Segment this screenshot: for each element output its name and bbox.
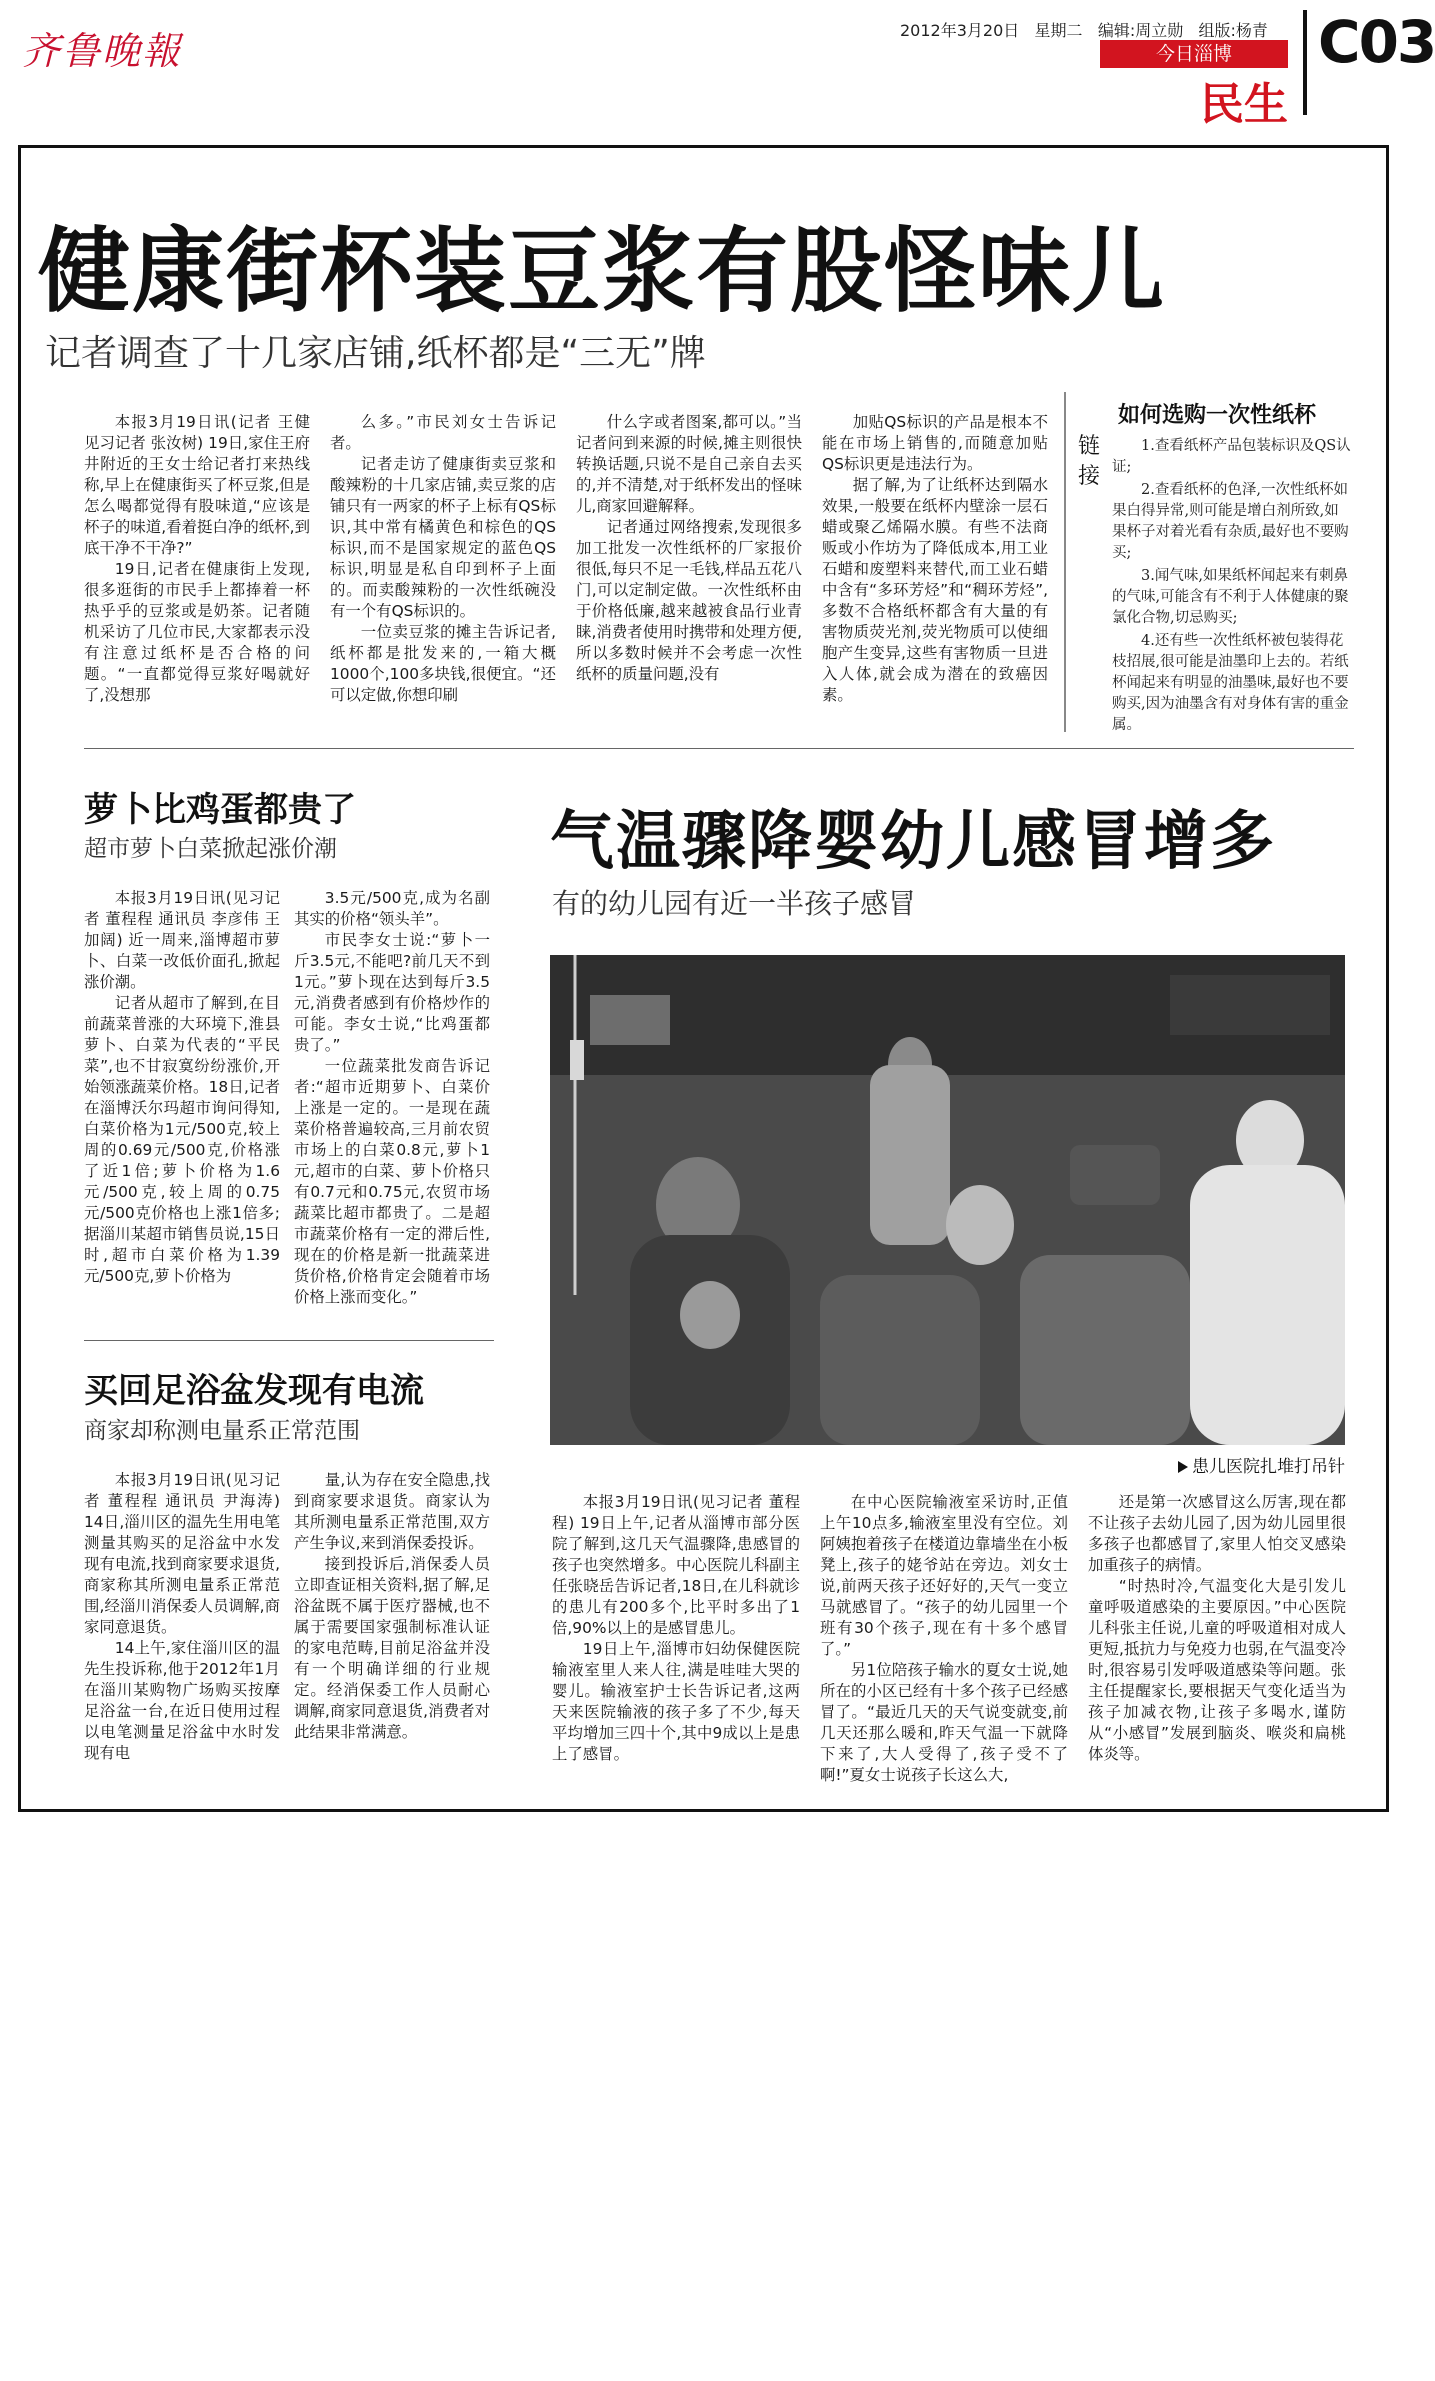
story1-column-2	[330, 412, 556, 706]
section-name: 民生	[1200, 79, 1288, 130]
paragraph: 什么字或者图案,都可以。”当记者问到来源的时候,摊主则很快转换话题,只说不是自己亲自去买的,并不清楚,对于纸杯发出的怪味儿,商家回避解释。	[576, 413, 802, 515]
story3-column-3	[1088, 1492, 1346, 1765]
story2-subheadline: 超市萝卜白菜掀起涨价潮	[84, 836, 337, 862]
sidebar-item: 2.查看纸杯的色泽,一次性纸杯如果白得异常,则可能是增白剂所致,如果杯子对着光看有杂质,最好也不要购买;	[1112, 482, 1349, 561]
paragraph: 3.5元/500克,成为名副其实的价格“领头羊”。	[294, 889, 490, 928]
paragraph: 记者走访了健康街卖豆浆和酸辣粉的十几家店铺,卖豆浆的店铺只有一两家的杯子上标有QS标识,其中常有橘黄色和棕色的QS标识,而不是国家规定的蓝色QS标识,明显是私自印到杯子上面的。而卖酸辣粉的一次性纸碗没有一个有QS标识的。	[330, 455, 556, 620]
story1-column-4	[822, 412, 1048, 706]
caption-arrow-icon	[1178, 1461, 1188, 1473]
paragraph: 一位卖豆浆的摊主告诉记者,纸杯都是批发来的,一箱大概1000个,100多块钱,很便宜。“还可以定做,你想印刷	[330, 623, 556, 704]
story-separator	[84, 748, 1354, 749]
paragraph: 加贴QS标识的产品是根本不能在市场上销售的,而随意加贴QS标识更是违法行为。	[822, 413, 1048, 473]
story3-column-1	[552, 1492, 800, 1765]
photo-caption-text: 患儿医院扎堆打吊针	[1192, 1457, 1345, 1477]
paragraph: 接到投诉后,消保委人员立即查证相关资料,据了解,足浴盆既不属于医疗器械,也不属于需要国家强制标准认证的家电范畴,目前足浴盆并没有一个明确详细的行业规定。经消保委工作人员耐心调解,商家同意退货,消费者对此结果非常满意。	[294, 1555, 490, 1741]
sidebar-divider	[1064, 392, 1066, 732]
paragraph: 19日,记者在健康街上发现,很多逛街的市民手上都捧着一杯热乎乎的豆浆或是奶茶。记者随机采访了几位市民,大家都表示没有注意过纸杯是否合格的问题。“一直都觉得豆浆好喝就好了,没想那	[84, 560, 310, 704]
newspaper-logo: 齐鲁晚報	[22, 29, 183, 73]
story4-headline: 买回足浴盆发现有电流	[84, 1371, 424, 1411]
story4-column-1	[84, 1470, 280, 1764]
paragraph: 么多。”市民刘女士告诉记者。	[330, 413, 556, 452]
sidebar-item: 1.查看纸杯产品包装标识及QS认证;	[1112, 438, 1351, 475]
story4-subheadline: 商家却称测电量系正常范围	[84, 1418, 360, 1444]
photo-illustration	[550, 955, 1345, 1445]
story1-column-3	[576, 412, 802, 685]
paragraph: 14上午,家住淄川区的温先生投诉称,他于2012年1月在淄川某购物广场购买按摩足浴盆一台,在近日使用过程以电笔测量足浴盆中水时发现有电	[84, 1639, 280, 1762]
story2-column-1	[84, 888, 280, 1287]
story3-subheadline: 有的幼儿园有近一半孩子感冒	[552, 887, 917, 920]
issue-weekday: 星期二	[1034, 21, 1083, 40]
hospital-photo	[550, 955, 1345, 1445]
paragraph: 记者从超市了解到,在目前蔬菜普涨的大环境下,淮县萝卜、白菜为代表的“平民菜”,也不甘寂寞纷纷涨价,开始领涨蔬菜价格。18日,记者在淄博沃尔玛超市询问得知,白菜价格为1元/500克,较上周的0.69元/500克,价格涨了近1倍;萝卜价格为1.6元/500克,较上周的0.75元/500克价格也上涨1倍多;据淄川某超市销售员说,15日时,超市白菜价格为1.39元/500克,萝卜价格为	[84, 994, 280, 1285]
story1-headline: 健康街杯装豆浆有股怪味儿	[38, 218, 1167, 325]
story2-headline: 萝卜比鸡蛋都贵了	[84, 790, 356, 830]
sidebar-title: 如何选购一次性纸杯	[1118, 403, 1317, 428]
story1-subheadline: 记者调查了十几家店铺,纸杯都是“三无”牌	[45, 333, 706, 374]
story-separator	[84, 1340, 494, 1341]
paragraph: 记者通过网络搜索,发现很多加工批发一次性纸杯的厂家报价很低,每只不足一毛钱,样品五花八门,可以定制定做。一次性纸杯由于价格低廉,越来越被食品行业青睐,消费者使用时携带和处理方便,所以多数时候并不会考虑一次性纸杯的质量问题,没有	[576, 518, 802, 683]
paragraph: 还是第一次感冒这么厉害,现在都不让孩子去幼儿园了,因为幼儿园里很多孩子也都感冒了,家里人怕交叉感染加重孩子的病情。	[1088, 1493, 1346, 1574]
photo-caption	[1178, 1452, 1345, 1477]
paragraph: 另1位陪孩子输水的夏女士说,她所在的小区已经有十多个孩子已经感冒了。“最近几天的天气说变就变,前几天还那么暖和,昨天气温一下就降下来了,大人受得了,孩子受不了啊!”夏女士说孩子长这么大,	[820, 1661, 1068, 1784]
paragraph: 量,认为存在安全隐患,找到商家要求退货。商家认为其所测电量系正常范围,双方产生争议,来到消保委投诉。	[294, 1471, 490, 1552]
sidebar-body	[1112, 436, 1352, 738]
issue-date: 2012年3月20日	[900, 21, 1020, 40]
paragraph: 本报3月19日讯(见习记者 董程程) 19日上午,记者从淄博市部分医院了解到,这几天气温骤降,患感冒的孩子也突然增多。中心医院儿科副主任张晓岳告诉记者,18日,在儿科就诊的患儿有200多个,比平时多出了1倍,90%以上的是感冒患儿。	[552, 1493, 800, 1637]
paragraph: 市民李女士说:“萝卜一斤3.5元,不能吧?前几天不到1元。”萝卜现在达到每斤3.5元,消费者感到有价格炒作的可能。李女士说,“比鸡蛋都贵了。”	[294, 931, 490, 1054]
section-tag: 今日淄博	[1100, 40, 1288, 68]
story2-column-2	[294, 888, 490, 1308]
header-divider	[1303, 10, 1307, 115]
paragraph: 在中心医院输液室采访时,正值上午10点多,输液室里没有空位。刘阿姨抱着孩子在楼道边靠墙坐在小板凳上,孩子的姥爷站在旁边。刘女士说,前两天孩子还好好的,天气一变立马就感冒了。“孩子的幼儿园里一个班有30个孩子,现在有十多个感冒了。”	[820, 1493, 1068, 1658]
story4-column-2	[294, 1470, 490, 1743]
story3-column-2	[820, 1492, 1068, 1786]
editor-credit: 编辑:周立勋	[1097, 21, 1184, 40]
paragraph: 本报3月19日讯(记者 王健 见习记者 张汝树) 19日,家住王府井附近的王女士给记者打来热线称,早上在健康街买了杯豆浆,但是怎么喝都觉得有股味道,“应该是杯子的味道,看着挺白净的纸杯,到底干净不干净?”	[84, 413, 310, 557]
paragraph: 一位蔬菜批发商告诉记者:“超市近期萝卜、白菜价上涨是一定的。一是现在蔬菜价格普遍较高,三月前农贸市场上的白菜0.8元,萝卜1元,超市的白菜、萝卜价格只有0.7元和0.75元,农贸市场蔬菜比超市都贵了。二是超市蔬菜价格有一定的滞后性,现在的价格是新一批蔬菜进货价格,价格肯定会随着市场价格上涨而变化。”	[294, 1057, 490, 1306]
paragraph: 本报3月19日讯(见习记者 董程程 通讯员 李彦伟 王加阔) 近一周来,淄博超市萝卜、白菜一改低价面孔,掀起涨价潮。	[84, 889, 280, 991]
paragraph: 19日上午,淄博市妇幼保健医院输液室里人来人往,满是哇哇大哭的婴儿。输液室护士长告诉记者,这两天来医院输液的孩子多了不少,每天平均增加三四十个,其中9成以上是患上了感冒。	[552, 1640, 800, 1763]
paragraph: “时热时冷,气温变化大是引发儿童呼吸道感染的主要原因。”中心医院儿科张主任说,儿童的呼吸道相对成人更短,抵抗力与免疫力也弱,在气温变冷时,很容易引发呼吸道感染等问题。张主任提醒家长,要根据天气变化适当为孩子加减衣物,让孩子多喝水,谨防从“小感冒”发展到脑炎、喉炎和扁桃体炎等。	[1088, 1577, 1346, 1763]
story3-headline: 气温骤降婴幼儿感冒增多	[550, 805, 1276, 879]
paragraph: 据了解,为了让纸杯达到隔水效果,一般要在纸杯内壁涂一层石蜡或聚乙烯隔水膜。有些不法商贩或小作坊为了降低成本,用工业石蜡和废塑料来替代,而工业石蜡中含有“多环芳烃”和“稠环芳烃”,多数不合格纸杯都含有大量的有害物质荧光剂,荧光物质可以使细胞产生变异,这些有害物质一旦进入人体,就会成为潜在的致癌因素。	[822, 476, 1048, 704]
header-meta	[900, 18, 1268, 41]
sidebar-item: 3.闻气味,如果纸杯闻起来有刺鼻的气味,可能含有不利于人体健康的聚氯化合物,切忌购买;	[1112, 568, 1349, 626]
layout-credit: 组版:杨青	[1198, 21, 1268, 40]
sidebar-link-tag: 链接	[1078, 434, 1101, 489]
sidebar-item: 4.还有些一次性纸杯被包装得花枝招展,很可能是油墨印上去的。若纸杯闻起来有明显的油墨味,最好也不要购买,因为油墨含有对身体有害的重金属。	[1112, 633, 1349, 733]
story1-column-1	[84, 412, 310, 706]
page-number: C03	[1318, 8, 1435, 76]
paragraph: 本报3月19日讯(见习记者 董程程 通讯员 尹海涛) 14日,淄川区的温先生用电笔测量其购买的足浴盆中水发现有电流,找到商家要求退货,商家称其所测电量系正常范围,经淄川消保委人员调解,商家同意退货。	[84, 1471, 280, 1636]
